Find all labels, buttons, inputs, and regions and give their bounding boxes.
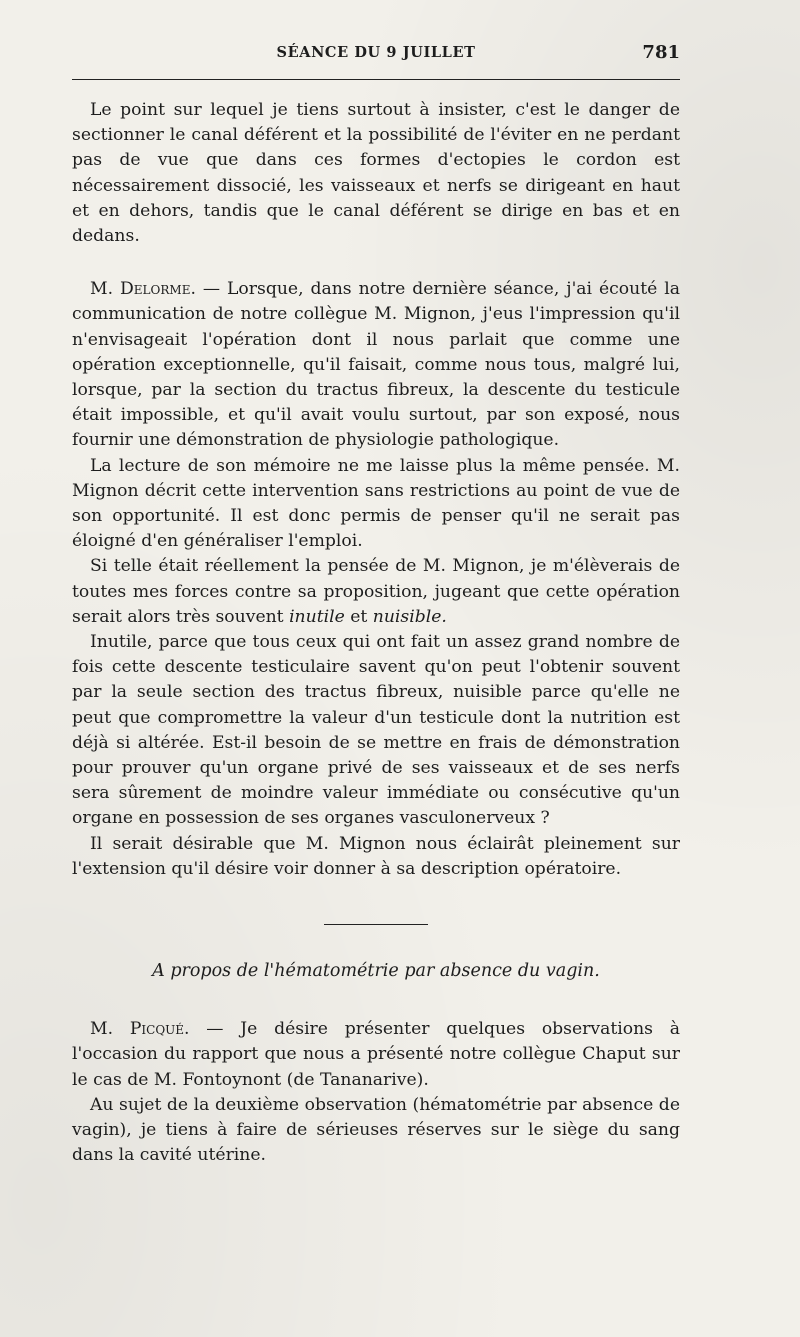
paragraph-danger-canal: Le point sur lequel je tiens surtout à insister, c'est le danger de sectionner le canal déférent et la possibilité de l'éviter en ne perdant pas de vue que dans ces formes d'ectopies le cordon est nécessairement dissocié, les vaisseaux et nerfs se dirigeant en haut et en dehors, tandis que le canal déférent se dirige en bas et en dedans. (72, 100, 680, 247)
paragraph-picque (72, 1017, 680, 1093)
paragraph-inutile: Inutile, parce que tous ceux qui ont fait un assez grand nombre de fois cette descente testiculaire savent qu'on peut l'obtenir souvent par la seule section des tractus fibreux, nuisible parce qu'elle ne peut que compromettre la valeur d'un testicule dont la nutrition est déjà si altérée. Est-il besoin de se mettre en frais de démonstration pour prouver qu'un organe privé de ses vaisseaux et de ses nerfs sera sûrement de moindre valeur immédiate ou consécutive qu'un organe en possession de ses organes vasculonerveux ? (72, 632, 680, 829)
page-body (72, 98, 680, 1168)
paragraph-deuxieme-observation: Au sujet de la deuxième observation (hématométrie par absence de vagin), je tiens à faire de sérieuses réserves sur le siège du sang dans la cavité utérine. (72, 1094, 680, 1166)
paragraph-si-telle (72, 554, 680, 630)
speaker-delorme: M. Delorme. (90, 279, 196, 300)
page-number: 781 (642, 42, 680, 63)
italic-nuisible: nuisible. (372, 606, 447, 627)
paragraph-si-telle-mid: et (344, 606, 373, 627)
section-divider (324, 924, 428, 925)
page-header (72, 44, 680, 76)
paragraph-picque-text: — Je désire présenter quelques observations à l'occasion du rapport que nous a présenté notre collègue Chaput sur le cas de M. Fontoynont (de Tananarive). (72, 1019, 680, 1090)
paragraph-delorme (72, 277, 680, 453)
paragraph-delorme-text: — Lorsque, dans notre dernière séance, j'ai écouté la communication de notre collègue M. Mignon, j'eus l'impression qu'il n'envisageait l'opération dont il nous parlait que comme une opération exceptionnelle, qu'il faisait, comme nous tous, malgré lui, lorsque, par la section du tractus fibreux, la descente du testicule était impossible, et qu'il avait voulu surtout, par son exposé, nous fournir une démonstration de physiologie pathologique. (72, 279, 680, 451)
header-rule (72, 79, 680, 80)
paragraph-si-telle-text: Si telle était réellement la pensée de M. Mignon, je m'élèverais de toutes mes forces contre sa proposition, jugeant que cette opération serait alors très souvent (72, 556, 680, 627)
speaker-picque: M. Picqué. (90, 1019, 190, 1040)
paragraph-lecture-memoire: La lecture de son mémoire ne me laisse plus la même pensée. M. Mignon décrit cette intervention sans restrictions au point de vue de son opportunité. Il est donc permis de penser qu'il ne serait pas éloigné d'en généraliser l'emploi. (72, 455, 680, 552)
running-head: SÉANCE DU 9 JUILLET (276, 44, 476, 61)
paragraph-desirable: Il serait désirable que M. Mignon nous éclairât pleinement sur l'extension qu'il désire voir donner à sa description opératoire. (72, 833, 680, 879)
section-title: A propos de l'hématométrie par absence du vagin. (152, 961, 600, 982)
italic-inutile: inutile (289, 606, 345, 627)
